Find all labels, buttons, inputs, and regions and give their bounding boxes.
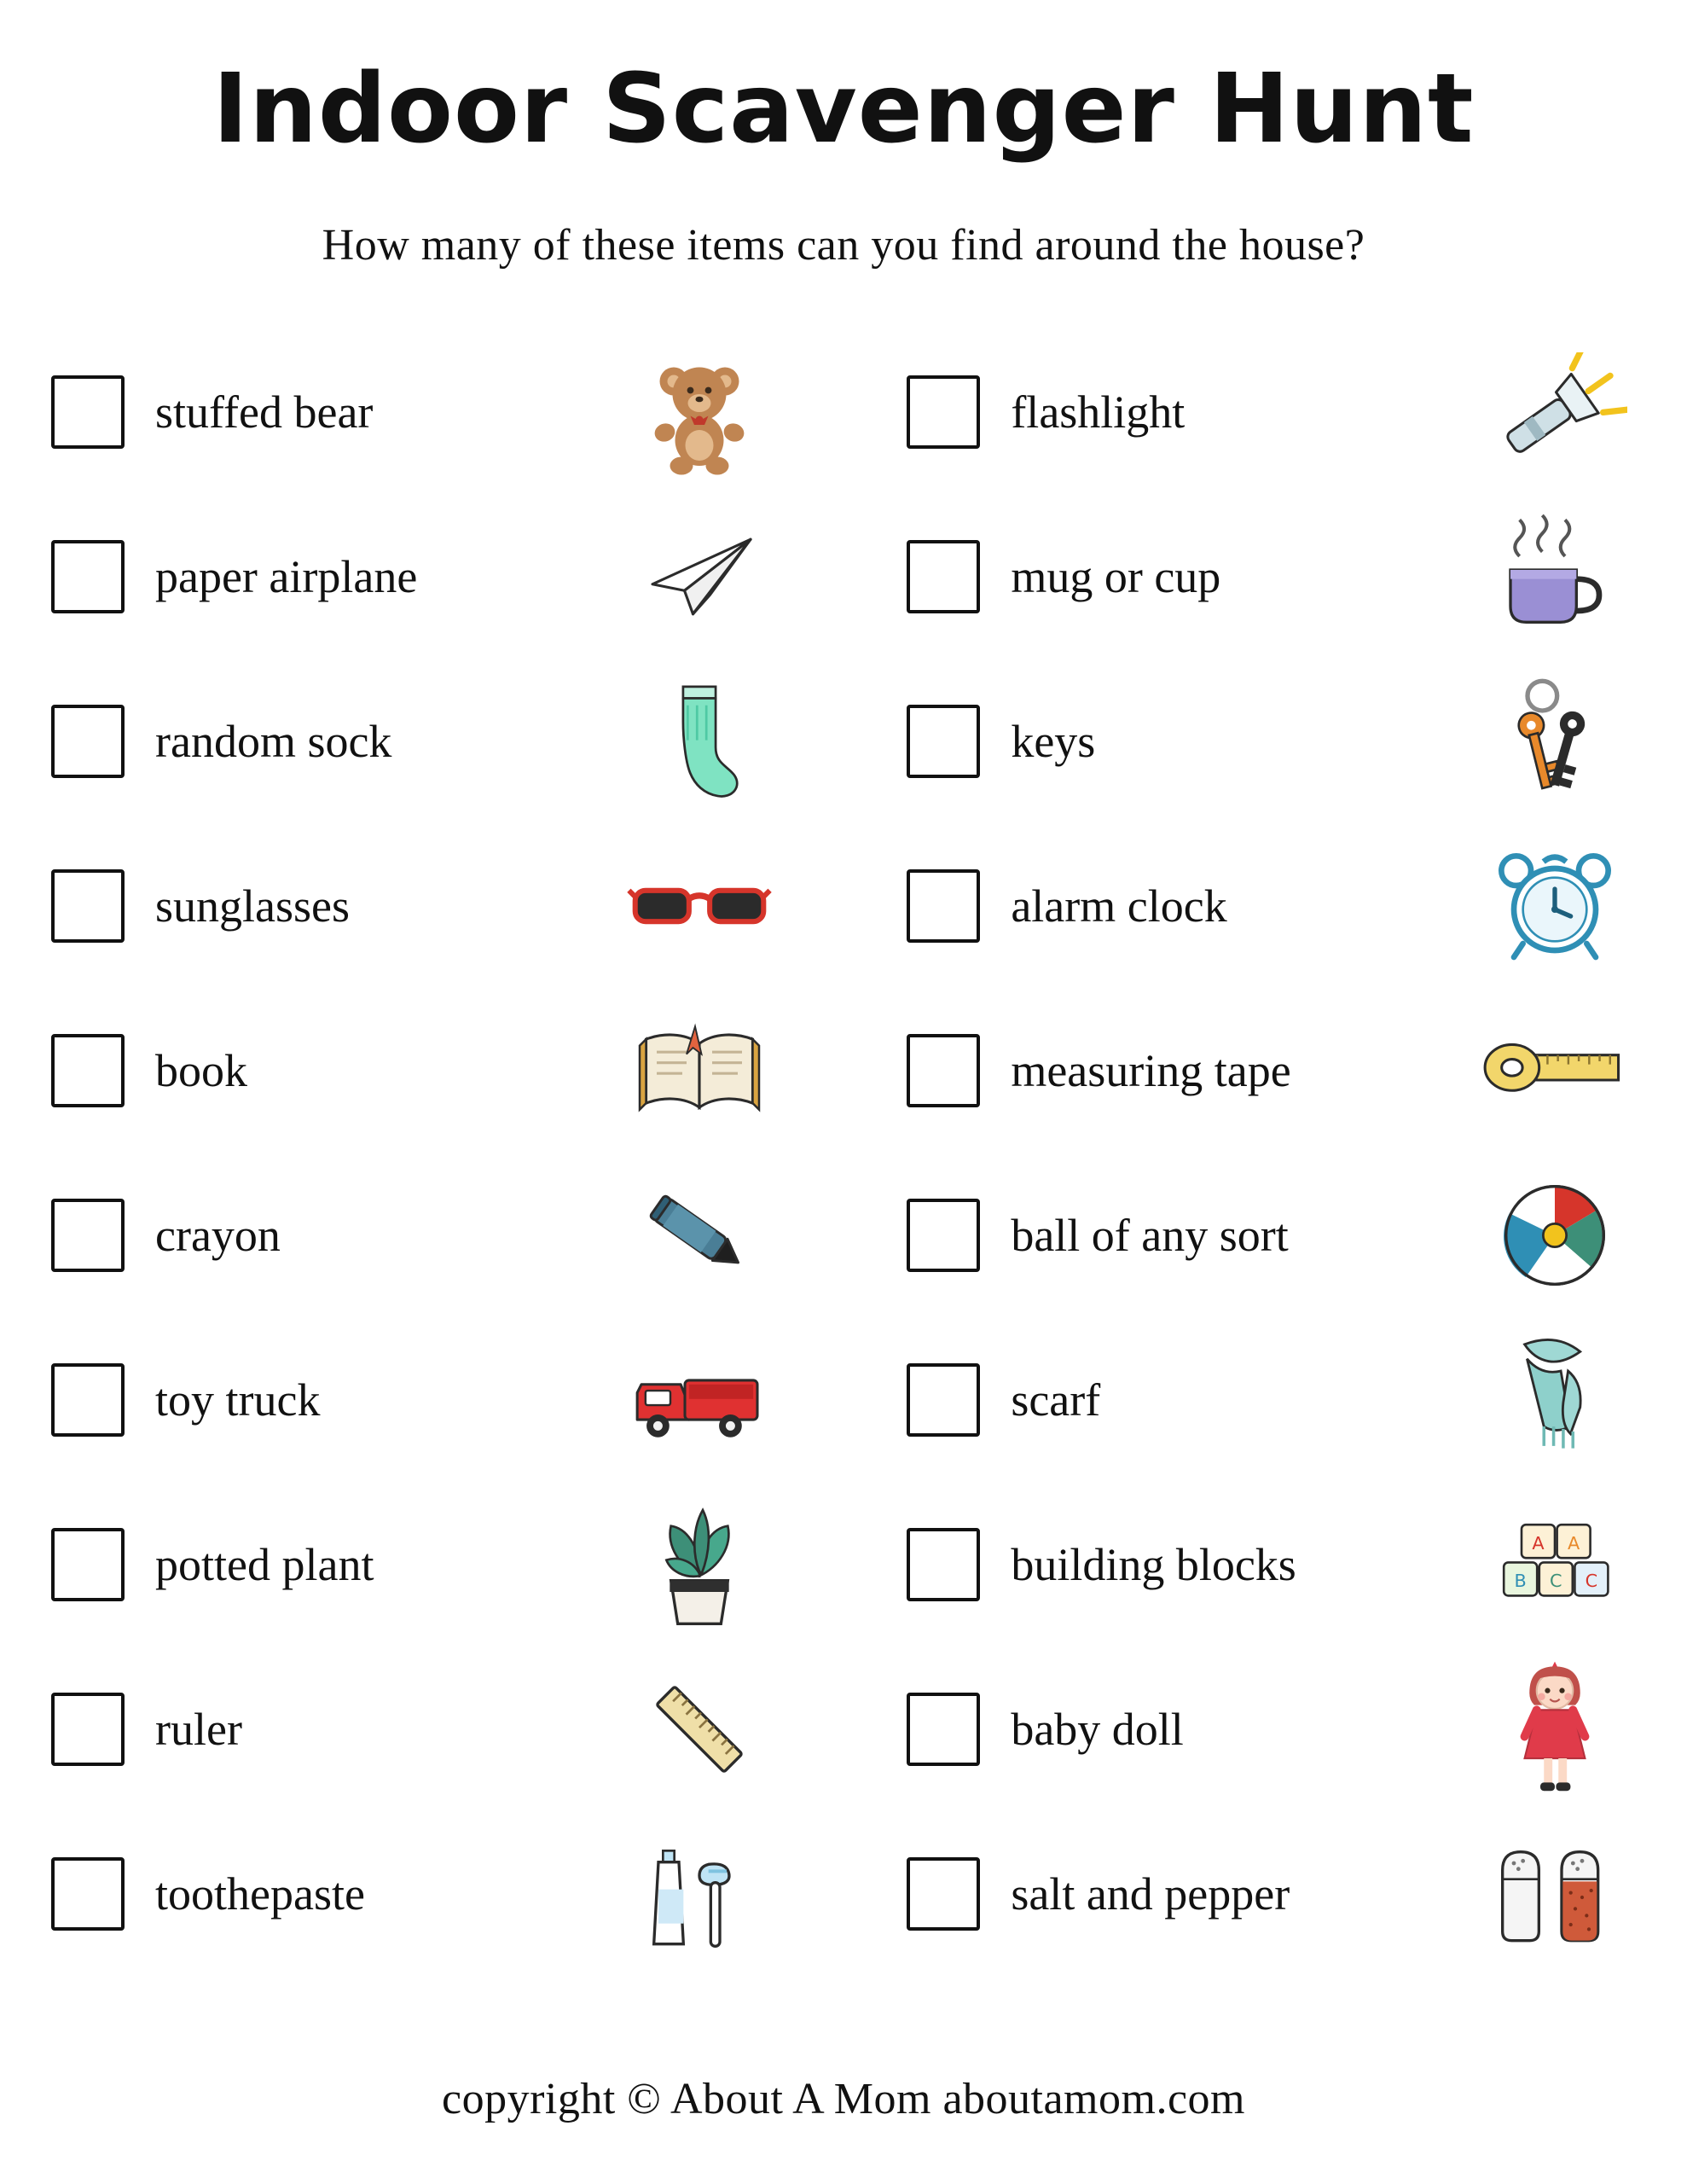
checkbox-sunglasses[interactable]	[51, 869, 125, 943]
list-item[interactable]	[51, 989, 780, 1153]
list-item-label: book	[155, 1045, 247, 1097]
toy-truck-icon	[618, 1327, 780, 1472]
list-item-label: mug or cup	[1011, 551, 1221, 603]
list-item[interactable]	[907, 659, 1636, 824]
svg-text:A: A	[1532, 1532, 1545, 1554]
list-item-label: baby doll	[1011, 1704, 1184, 1756]
flashlight-icon	[1474, 340, 1636, 485]
mug-icon	[1474, 504, 1636, 649]
list-item-label: stuffed bear	[155, 386, 374, 439]
page-subtitle: How many of these items can you find around the house?	[322, 220, 1365, 270]
list-item-label: alarm clock	[1011, 880, 1227, 932]
svg-text:A: A	[1567, 1532, 1580, 1554]
list-item[interactable]	[51, 330, 780, 495]
keys-icon	[1474, 669, 1636, 814]
checkbox-mug-or-cup[interactable]	[907, 540, 980, 613]
checkbox-crayon[interactable]	[51, 1199, 125, 1272]
checkbox-book[interactable]	[51, 1034, 125, 1107]
list-item[interactable]	[907, 1647, 1636, 1812]
list-item[interactable]	[907, 1153, 1636, 1318]
list-item[interactable]	[907, 1812, 1636, 1977]
potted-plant-icon	[618, 1492, 780, 1637]
checkbox-potted-plant[interactable]	[51, 1528, 125, 1601]
list-item[interactable]	[907, 1483, 1636, 1647]
list-item[interactable]	[51, 1153, 780, 1318]
baby-doll-icon	[1474, 1657, 1636, 1802]
list-item[interactable]	[907, 495, 1636, 659]
crayon-icon	[618, 1163, 780, 1308]
checkbox-keys[interactable]	[907, 705, 980, 778]
checkbox-ball-of-any-sort[interactable]	[907, 1199, 980, 1272]
checkbox-measuring-tape[interactable]	[907, 1034, 980, 1107]
checkbox-building-blocks[interactable]	[907, 1528, 980, 1601]
measuring-tape-icon	[1474, 998, 1636, 1143]
page-title: Indoor Scavenger Hunt	[212, 54, 1475, 165]
checkbox-ruler[interactable]	[51, 1693, 125, 1766]
list-item[interactable]	[907, 330, 1636, 495]
beach-ball-icon	[1474, 1163, 1636, 1308]
checklist-column-left	[51, 330, 780, 2074]
list-item-label: ball of any sort	[1011, 1210, 1289, 1262]
list-item-label: paper airplane	[155, 551, 418, 603]
sunglasses-icon	[618, 834, 780, 979]
checkbox-toothepaste[interactable]	[51, 1857, 125, 1931]
list-item-label: toy truck	[155, 1374, 321, 1426]
alarm-clock-icon	[1474, 834, 1636, 979]
list-item-label: salt and pepper	[1011, 1868, 1290, 1920]
list-item-label: random sock	[155, 716, 392, 768]
checkbox-random-sock[interactable]	[51, 705, 125, 778]
checkbox-flashlight[interactable]	[907, 375, 980, 449]
list-item-label: building blocks	[1011, 1539, 1296, 1591]
checkbox-toy-truck[interactable]	[51, 1363, 125, 1437]
list-item-label: keys	[1011, 716, 1096, 768]
building-blocks-icon	[1474, 1492, 1636, 1637]
list-item[interactable]	[907, 1318, 1636, 1483]
list-item-label: scarf	[1011, 1374, 1101, 1426]
checkbox-baby-doll[interactable]	[907, 1693, 980, 1766]
salt-and-pepper-icon	[1474, 1821, 1636, 1966]
checkbox-stuffed-bear[interactable]	[51, 375, 125, 449]
checklist	[51, 330, 1636, 2074]
list-item[interactable]	[51, 1483, 780, 1647]
checkbox-scarf[interactable]	[907, 1363, 980, 1437]
svg-text:C: C	[1585, 1571, 1598, 1592]
list-item[interactable]	[51, 659, 780, 824]
list-item[interactable]	[51, 1812, 780, 1977]
svg-text:B: B	[1514, 1571, 1527, 1592]
ruler-icon	[618, 1657, 780, 1802]
checklist-column-right	[907, 330, 1636, 2074]
checkbox-paper-airplane[interactable]	[51, 540, 125, 613]
checkbox-alarm-clock[interactable]	[907, 869, 980, 943]
copyright-footer: copyright © About A Mom aboutamom.com	[442, 2075, 1245, 2123]
list-item-label: ruler	[155, 1704, 242, 1756]
list-item[interactable]	[51, 824, 780, 989]
list-item-label: measuring tape	[1011, 1045, 1291, 1097]
list-item[interactable]	[907, 989, 1636, 1153]
scarf-icon	[1474, 1327, 1636, 1472]
sock-icon	[618, 669, 780, 814]
list-item[interactable]	[51, 1318, 780, 1483]
open-book-icon	[618, 998, 780, 1143]
list-item-label: sunglasses	[155, 880, 350, 932]
list-item[interactable]	[51, 1647, 780, 1812]
toothpaste-icon	[618, 1821, 780, 1966]
paper-airplane-icon	[618, 504, 780, 649]
list-item-label: potted plant	[155, 1539, 374, 1591]
list-item-label: crayon	[155, 1210, 281, 1262]
teddy-bear-icon	[618, 340, 780, 485]
svg-text:C: C	[1550, 1571, 1562, 1592]
list-item[interactable]	[907, 824, 1636, 989]
list-item[interactable]	[51, 495, 780, 659]
checkbox-salt-and-pepper[interactable]	[907, 1857, 980, 1931]
list-item-label: flashlight	[1011, 386, 1186, 439]
list-item-label: toothepaste	[155, 1868, 365, 1920]
